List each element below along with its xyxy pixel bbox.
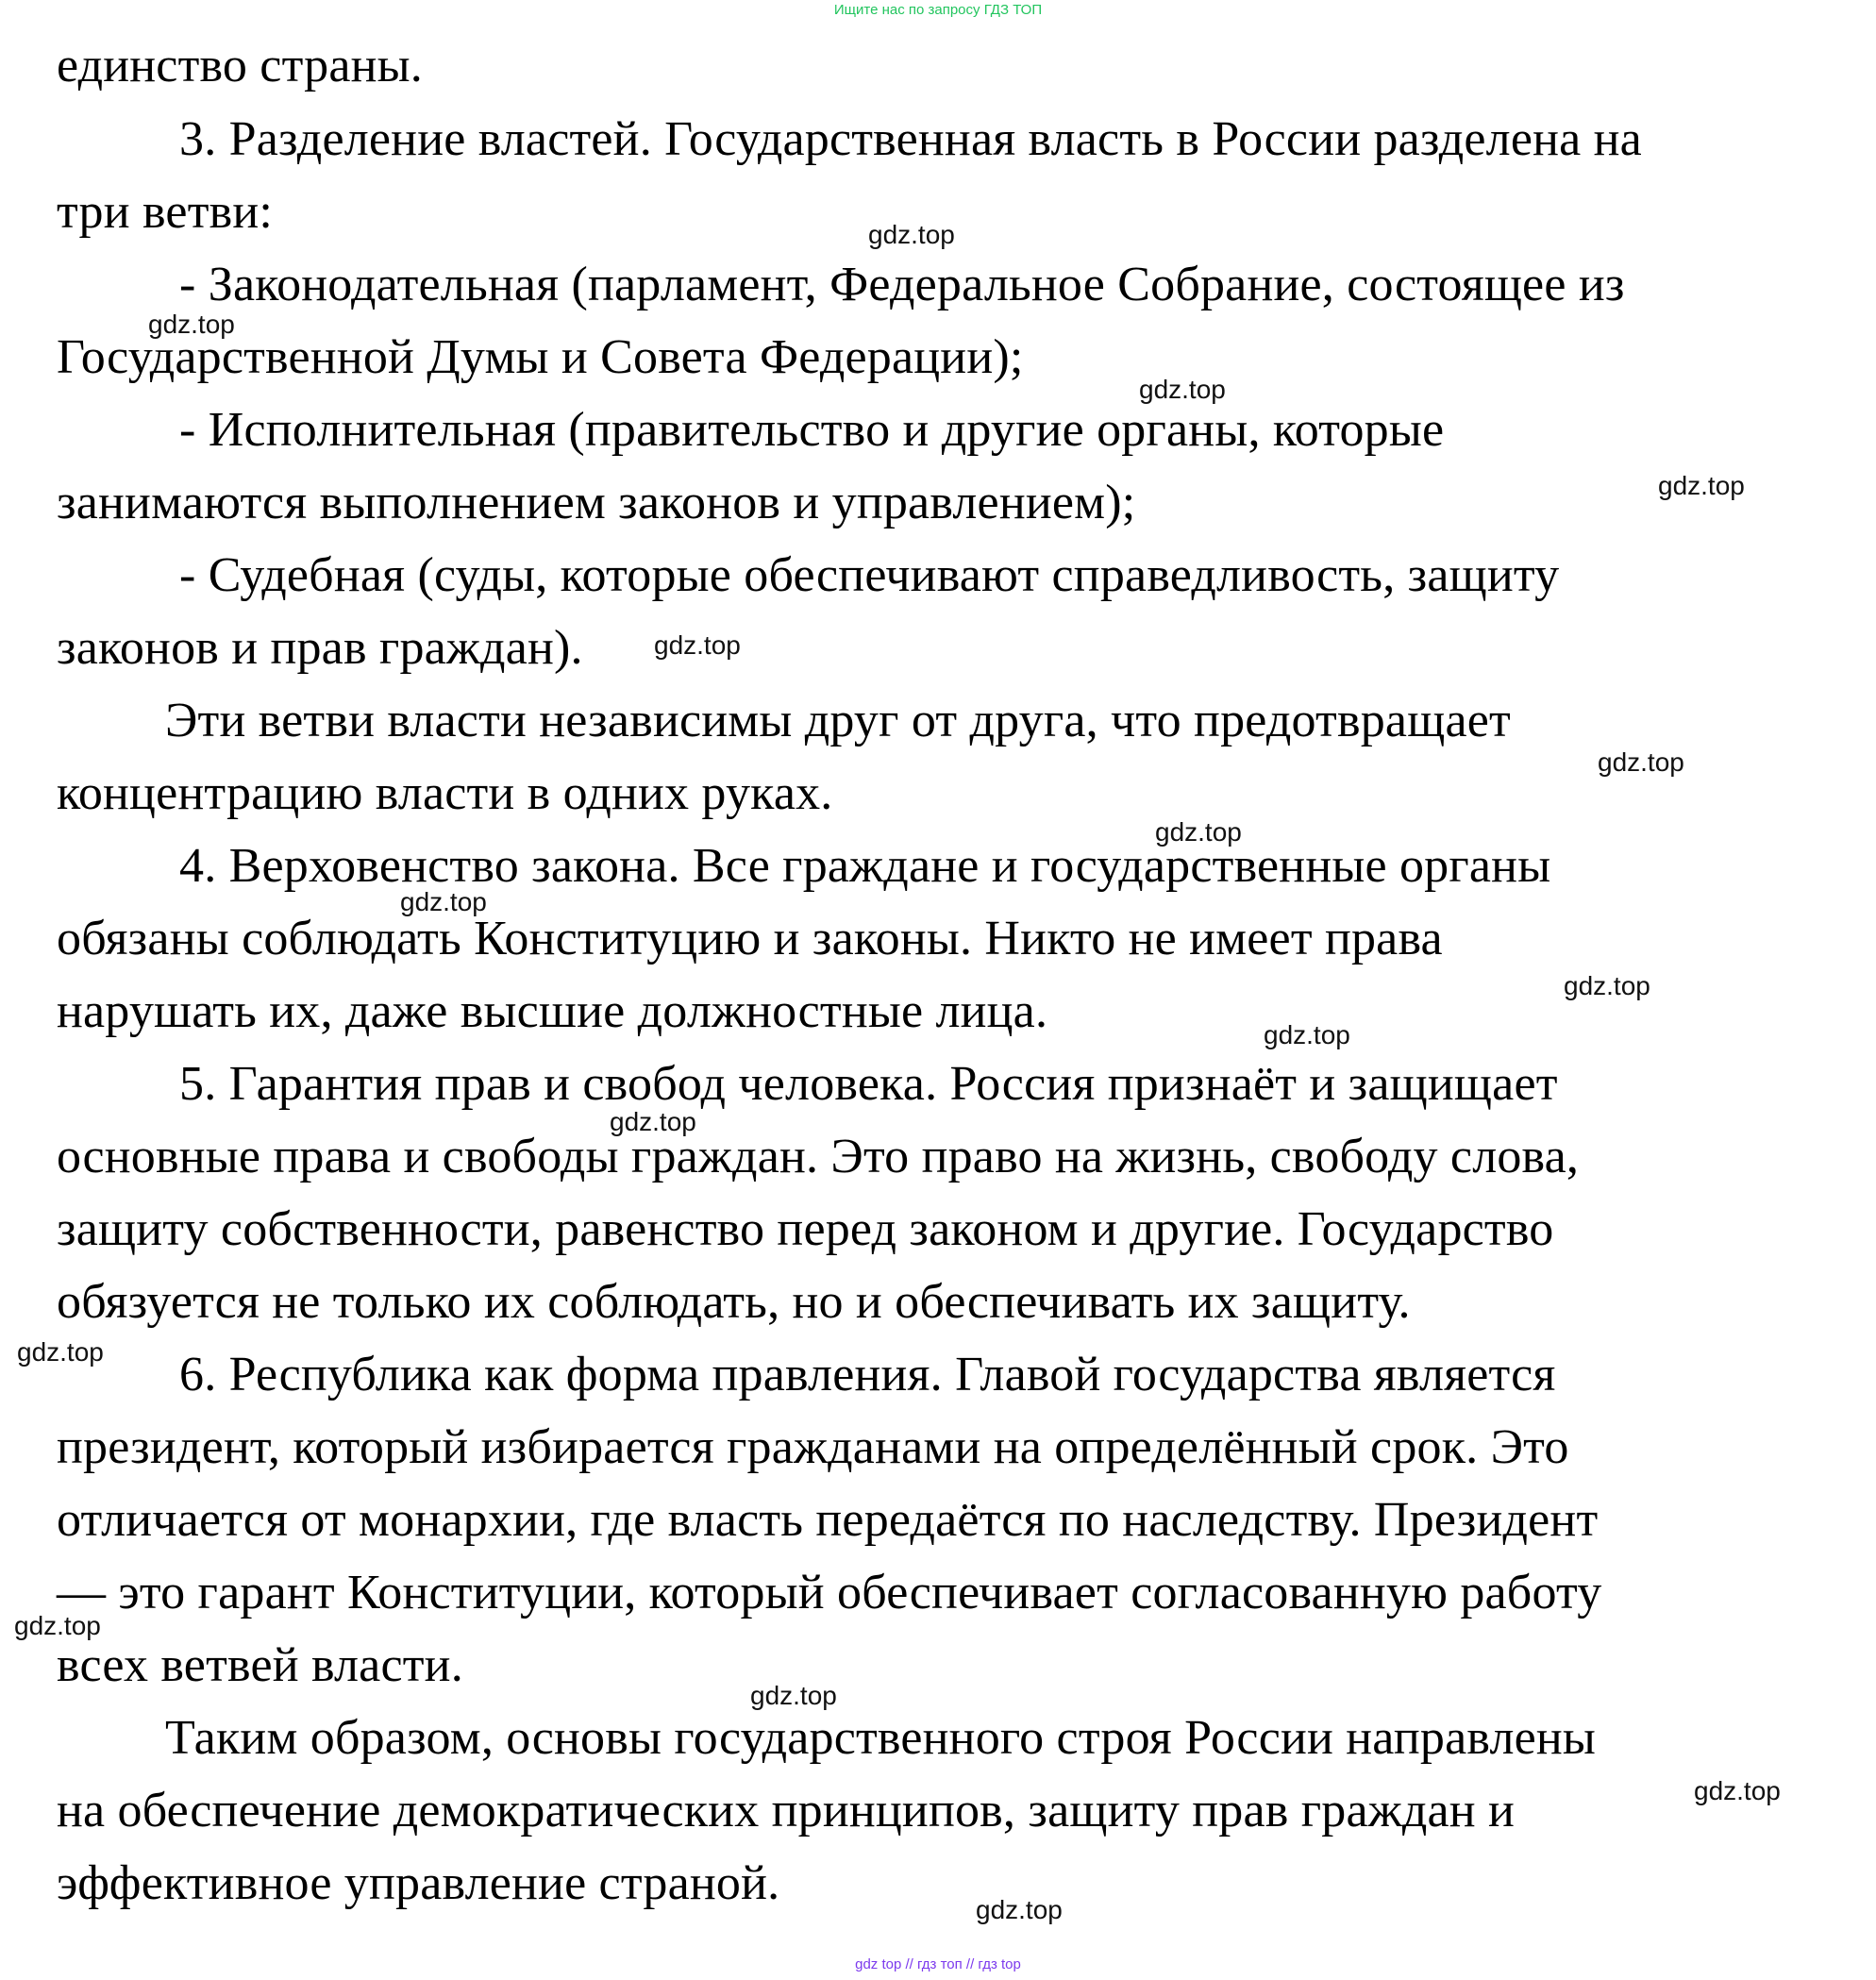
watermark: gdz.top — [1139, 375, 1226, 404]
text-line: основные права и свободы граждан. Это право на жизнь, свободу слова, — [57, 1130, 1580, 1183]
watermark: gdz.top — [17, 1337, 104, 1367]
bottom-banner: gdz top // гдз топ // гдз top — [855, 1956, 1021, 1972]
text-line: Государственной Думы и Совета Федерации); — [57, 330, 1024, 384]
watermark: gdz.top — [1658, 471, 1745, 500]
text-line: всех ветвей власти. — [57, 1638, 463, 1692]
text-line: Таким образом, основы государственного строя России направлены — [165, 1711, 1597, 1765]
text-line: защиту собственности, равенство перед законом и другие. Государство — [57, 1202, 1554, 1256]
watermark: gdz.top — [1598, 747, 1684, 777]
watermark: gdz.top — [148, 310, 235, 339]
text-line: 3. Разделение властей. Государственная власть в России разделена на — [179, 112, 1642, 166]
watermark: gdz.top — [1264, 1020, 1350, 1049]
watermark: gdz.top — [750, 1681, 837, 1710]
text-line: - Законодательная (парламент, Федеральное Собрание, состоящее из — [179, 258, 1625, 311]
text-line: обязаны соблюдать Конституцию и законы. Никто не имеет права — [57, 912, 1443, 965]
text-line: нарушать их, даже высшие должностные лица. — [57, 984, 1048, 1038]
text-line: обязуется не только их соблюдать, но и обеспечивать их защиту. — [57, 1275, 1411, 1329]
watermark: gdz.top — [868, 220, 955, 249]
text-line: Эти ветви власти независимы друг от друга, что предотвращает — [165, 694, 1511, 747]
text-line: три ветви: — [57, 185, 274, 239]
watermark: gdz.top — [610, 1107, 696, 1136]
watermark: gdz.top — [14, 1611, 101, 1640]
watermark: gdz.top — [654, 630, 741, 660]
top-banner: Ищите нас по запросу ГДЗ ТОП — [833, 2, 1043, 18]
text-line: 5. Гарантия прав и свобод человека. Россия признаёт и защищает — [179, 1057, 1558, 1111]
watermark: gdz.top — [1694, 1776, 1781, 1805]
text-line: на обеспечение демократических принципов, защиту прав граждан и — [57, 1784, 1516, 1837]
watermark: gdz.top — [400, 887, 487, 916]
text-line: - Судебная (суды, которые обеспечивают справедливость, защиту — [179, 548, 1560, 602]
watermark: gdz.top — [976, 1895, 1063, 1924]
text-line: отличается от монархии, где власть передаётся по наследству. Президент — [57, 1493, 1599, 1547]
text-line: - Исполнительная (правительство и другие органы, которые — [179, 403, 1445, 457]
text-line: — это гарант Конституции, который обеспечивает согласованную работу — [57, 1566, 1602, 1619]
text-line: эффективное управление страной. — [57, 1856, 780, 1910]
text-line: президент, который избирается гражданами на определённый срок. Это — [57, 1420, 1569, 1474]
text-line: 6. Республика как форма правления. Главой государства является — [179, 1348, 1556, 1401]
text-line: концентрацию власти в одних руках. — [57, 766, 833, 820]
text-line: 4. Верховенство закона. Все граждане и государственные органы — [179, 839, 1551, 893]
text-line: законов и прав граждан). — [57, 621, 583, 675]
text-line: занимаются выполнением законов и управлением); — [57, 476, 1136, 529]
text-line: единство страны. — [57, 39, 423, 92]
watermark: gdz.top — [1155, 817, 1242, 847]
watermark: gdz.top — [1564, 971, 1650, 1000]
